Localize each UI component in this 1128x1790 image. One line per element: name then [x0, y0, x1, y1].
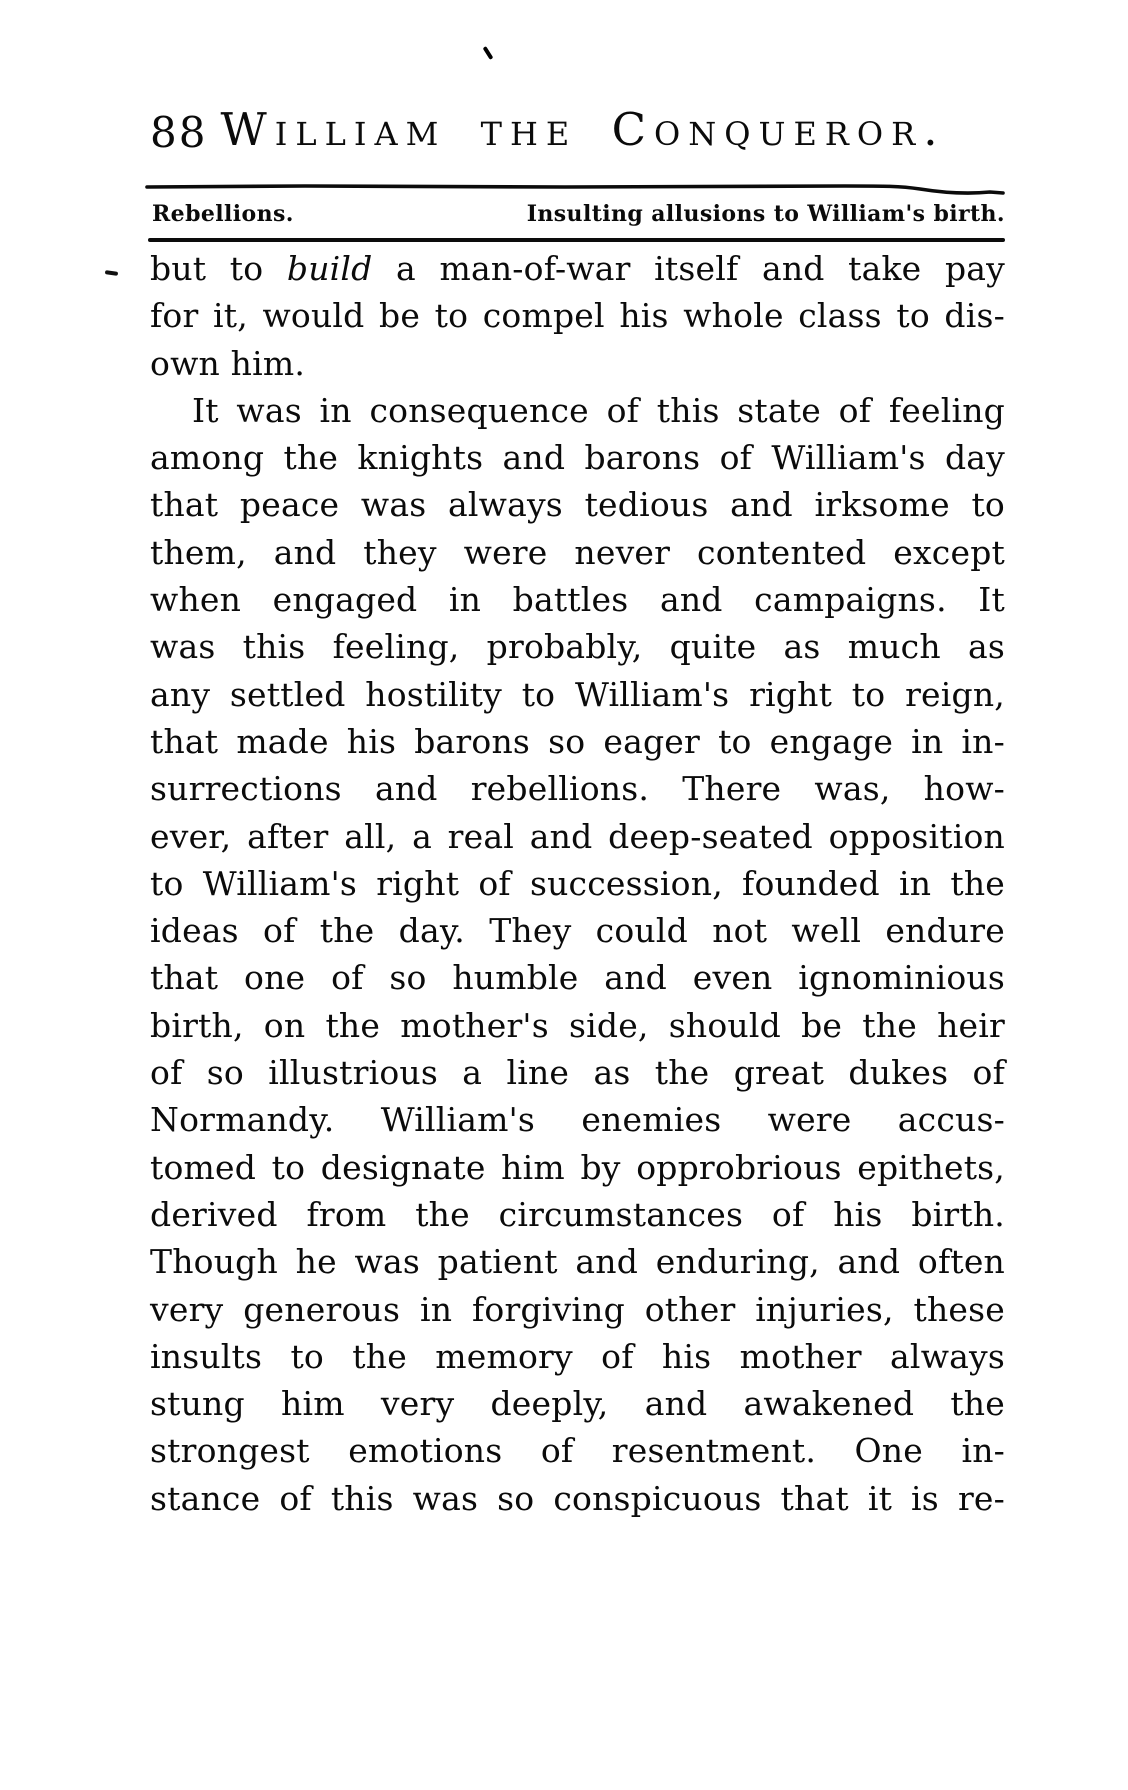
header-rule-bottom: [148, 238, 1005, 242]
text-line: derived from the circumstances of his birth.: [150, 1194, 1005, 1234]
text-line: was this feeling, probably, quite as much as: [150, 627, 1005, 667]
italic-word: build: [286, 249, 373, 288]
text-line: surrections and rebellions. There was, how-: [150, 769, 1005, 809]
text-line: Though he was patient and enduring, and often: [150, 1242, 1005, 1282]
text-line: for it, would be to compel his whole class to dis-: [150, 296, 1005, 336]
text-line: tomed to designate him by opprobrious epithets,: [150, 1147, 1005, 1187]
page-body: [150, 245, 1005, 1522]
text-line: stung him very deeply, and awakened the: [150, 1384, 1005, 1424]
text-line: birth, on the mother's side, should be the heir: [150, 1005, 1005, 1045]
text-line: stance of this was so conspicuous that it is re-: [150, 1478, 1005, 1518]
text-segment: a man-of-war itself and take pay: [372, 249, 1005, 288]
text-line: when engaged in battles and campaigns. It: [150, 580, 1005, 620]
text-line: strongest emotions of resentment. One in-: [150, 1431, 1005, 1471]
text-line: very generous in forgiving other injuries, these: [150, 1289, 1005, 1329]
text-line: any settled hostility to William's right to reign,: [150, 674, 1005, 714]
text-line: them, and they were never contented except: [150, 532, 1005, 572]
text-segment: but to: [150, 249, 287, 288]
scan-speck-icon: [483, 46, 494, 60]
page-number: 88: [150, 108, 208, 157]
running-heads: [152, 201, 1005, 227]
running-head-left: Rebellions.: [152, 201, 294, 227]
margin-mark: [105, 270, 118, 276]
header-rule-top: [145, 182, 1007, 198]
text-line: [150, 245, 1005, 292]
text-line: own him.: [150, 343, 306, 383]
text-line: of so illustrious a line as the great dukes of: [150, 1053, 1005, 1093]
text-line: Normandy. William's enemies were accus-: [150, 1100, 1005, 1140]
text-line: that one of so humble and even ignominious: [150, 958, 1005, 998]
running-head-right: Insulting allusions to William's birth.: [526, 201, 1005, 227]
running-title: William the Conqueror.: [220, 103, 946, 156]
text-line: that made his barons so eager to engage in in-: [150, 721, 1005, 761]
text-line: among the knights and barons of William's day: [150, 438, 1005, 478]
text-line: It was in consequence of this state of feeling: [192, 390, 1005, 430]
text-line: ideas of the day. They could not well endure: [150, 911, 1005, 951]
text-line: that peace was always tedious and irksome to: [150, 485, 1005, 525]
text-line: insults to the memory of his mother always: [150, 1336, 1005, 1376]
text-line: to William's right of succession, founded in the: [150, 863, 1005, 903]
text-line: ever, after all, a real and deep-seated opposition: [150, 816, 1005, 856]
